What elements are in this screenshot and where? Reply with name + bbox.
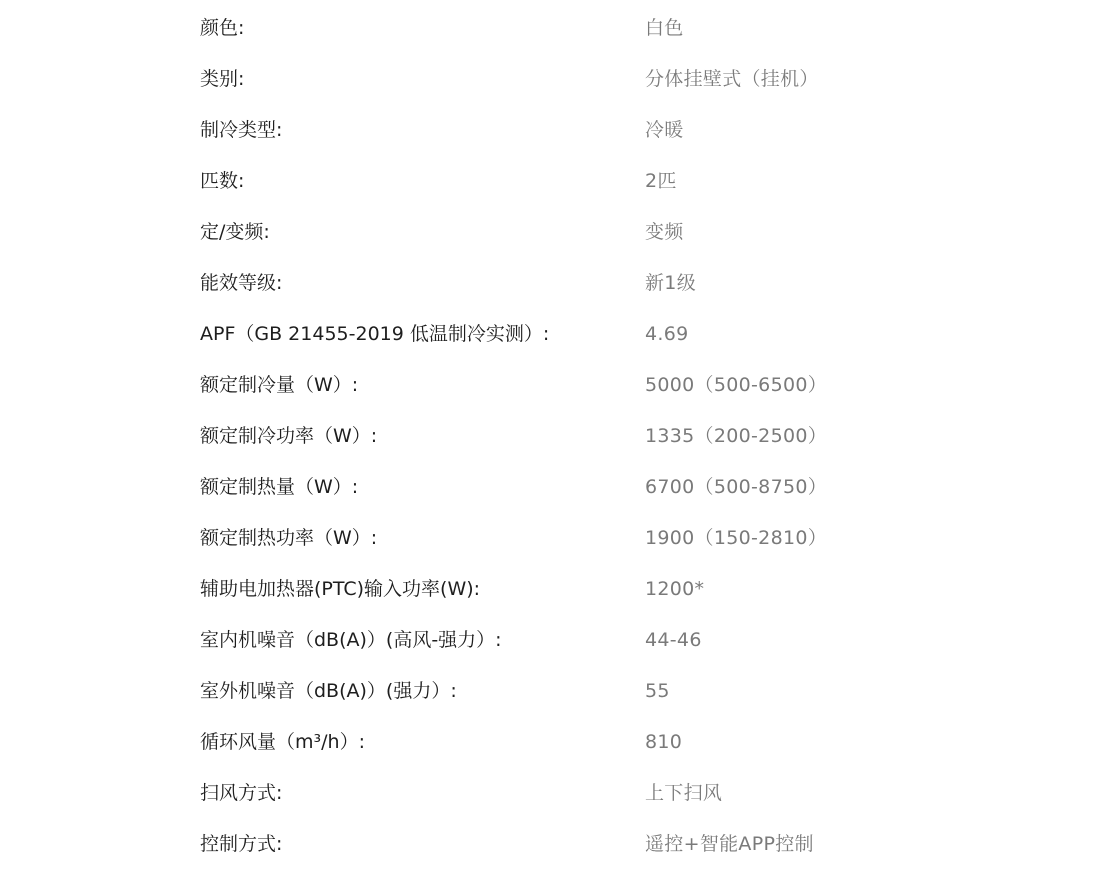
- spec-value: 上下扫风: [645, 782, 723, 804]
- spec-label: 控制方式:: [200, 833, 283, 855]
- spec-row-color: [0, 3, 1110, 54]
- spec-value: 1200*: [645, 578, 705, 600]
- spec-label: 辅助电加热器(PTC)输入功率(W):: [200, 578, 481, 600]
- spec-label: 额定制热量（W）:: [200, 476, 359, 498]
- spec-row-ptc-heater-power: [0, 564, 1110, 615]
- spec-label: 能效等级:: [200, 272, 283, 294]
- spec-label: 额定制热功率（W）:: [200, 527, 378, 549]
- spec-value: 810: [645, 731, 683, 753]
- spec-label: 额定制冷量（W）:: [200, 374, 359, 396]
- spec-label: 室外机噪音（dB(A)）(强力）:: [200, 680, 457, 702]
- spec-value: 1335（200-2500）: [645, 425, 828, 447]
- spec-row-cooling-type: [0, 105, 1110, 156]
- spec-row-outdoor-noise: [0, 666, 1110, 717]
- spec-value: 1900（150-2810）: [645, 527, 828, 549]
- spec-row-rated-heating-power: [0, 513, 1110, 564]
- spec-row-rated-heating-capacity: [0, 462, 1110, 513]
- spec-row-control-mode: [0, 819, 1110, 870]
- spec-row-horsepower: [0, 156, 1110, 207]
- spec-row-rated-cooling-capacity: [0, 360, 1110, 411]
- spec-value: 遥控+智能APP控制: [645, 833, 814, 855]
- spec-value: 55: [645, 680, 670, 702]
- spec-value: 冷暖: [645, 119, 684, 141]
- spec-row-apf: [0, 309, 1110, 360]
- spec-value: 新1级: [645, 272, 696, 294]
- spec-label: 室内机噪音（dB(A)）(高风-强力）:: [200, 629, 502, 651]
- spec-row-airflow: [0, 717, 1110, 768]
- spec-label: 匹数:: [200, 170, 245, 192]
- spec-value: 44-46: [645, 629, 702, 651]
- spec-label: APF（GB 21455-2019 低温制冷实测）:: [200, 323, 550, 345]
- spec-label: 循环风量（m³/h）:: [200, 731, 365, 753]
- spec-label: 制冷类型:: [200, 119, 283, 141]
- spec-value: 2匹: [645, 170, 677, 192]
- spec-label: 扫风方式:: [200, 782, 283, 804]
- spec-label: 定/变频:: [200, 221, 270, 243]
- spec-label: 额定制冷功率（W）:: [200, 425, 378, 447]
- spec-value: 分体挂壁式（挂机）: [645, 68, 819, 90]
- spec-label: 类别:: [200, 68, 245, 90]
- spec-row-rated-cooling-power: [0, 411, 1110, 462]
- spec-value: 5000（500-6500）: [645, 374, 828, 396]
- spec-row-swing-mode: [0, 768, 1110, 819]
- spec-label: 颜色:: [200, 17, 245, 39]
- spec-row-energy-grade: [0, 258, 1110, 309]
- spec-row-indoor-noise: [0, 615, 1110, 666]
- spec-value: 4.69: [645, 323, 689, 345]
- spec-value: 白色: [645, 17, 684, 39]
- spec-value: 6700（500-8750）: [645, 476, 828, 498]
- spec-row-frequency: [0, 207, 1110, 258]
- spec-value: 变频: [645, 221, 684, 243]
- spec-row-category: [0, 54, 1110, 105]
